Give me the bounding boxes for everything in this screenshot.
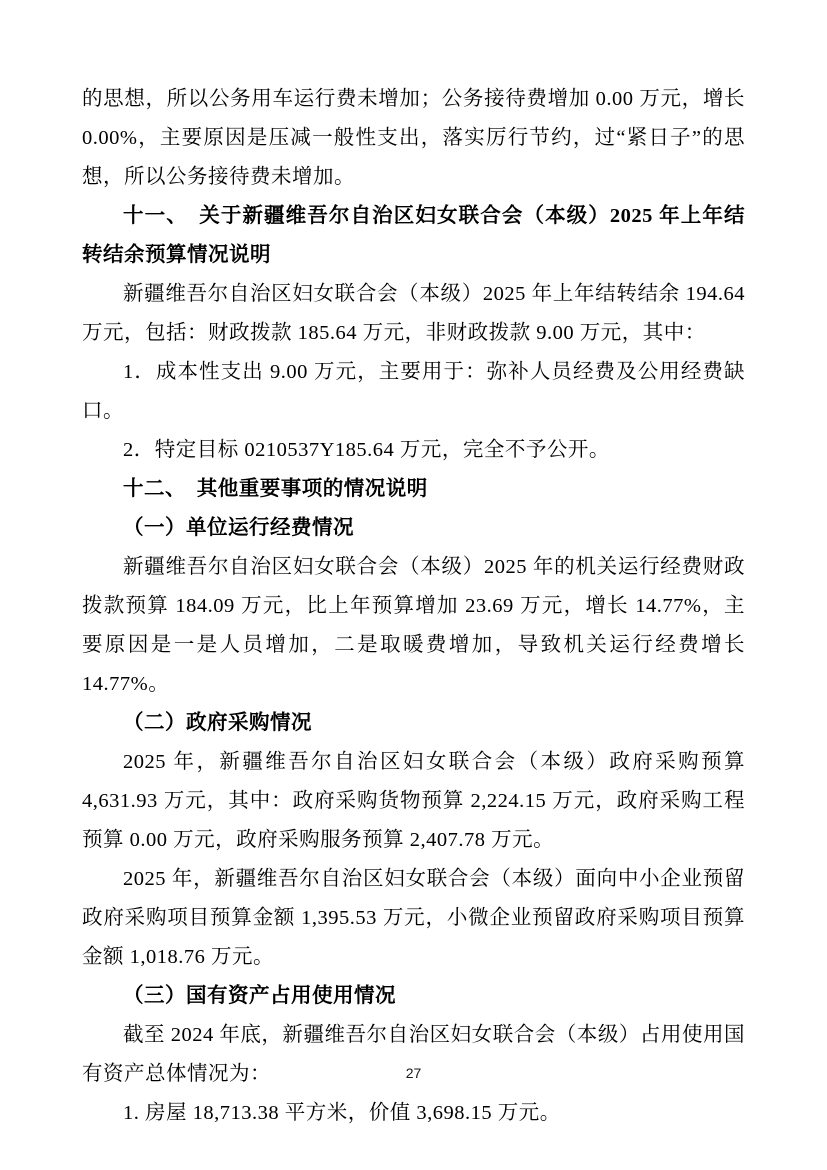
paragraph-carryover-summary: 新疆维吾尔自治区妇女联合会（本级）2025 年上年结转结余 194.64 万元，包括：财政拨款 185.64 万元，非财政拨款 9.00 万元，其中： <box>82 283 745 344</box>
paragraph-continuation: 的思想，所以公务用车运行费未增加；公务接待费增加 0.00 万元，增长 0.00%，主要原因是压减一般性支出，落实厉行节约，过“紧日子”的思想，所以公务接待费未增加。 <box>82 88 745 188</box>
paragraph-housing-asset: 1. 房屋 18,713.38 平方米，价值 3,698.15 万元。 <box>123 1102 561 1124</box>
subsection-heading-1: （一）单位运行经费情况 <box>123 517 354 539</box>
subsection-heading-2: （二）政府采购情况 <box>123 712 312 734</box>
section-heading-11: 十一、 关于新疆维吾尔自治区妇女联合会（本级）2025 年上年结转结余预算情况说明 <box>82 205 745 266</box>
paragraph-state-assets: 截至 2024 年底，新疆维吾尔自治区妇女联合会（本级）占用使用国有资产总体情况为： <box>82 1024 745 1085</box>
document-body <box>82 80 745 1133</box>
section-heading-12: 十二、 其他重要事项的情况说明 <box>123 478 428 500</box>
paragraph-procurement-budget: 2025 年，新疆维吾尔自治区妇女联合会（本级）政府采购预算 4,631.93 万元，其中：政府采购货物预算 2,224.15 万元，政府采购工程预算 0.00 万元，政府采购服务预算 2,407.78 万元。 <box>82 751 745 851</box>
subsection-heading-3: （三）国有资产占用使用情况 <box>123 985 396 1007</box>
page-number: 27 <box>405 1065 422 1081</box>
paragraph-operating-expenses: 新疆维吾尔自治区妇女联合会（本级）2025 年的机关运行经费财政拨款预算 184.09 万元，比上年预算增加 23.69 万元，增长 14.77%，主要原因是一是人员增加，二是取暖费增加，导致机关运行经费增长 14.77%。 <box>82 556 745 695</box>
paragraph-sme-reserved: 2025 年，新疆维吾尔自治区妇女联合会（本级）面向中小企业预留政府采购项目预算金额 1,395.53 万元，小微企业预留政府采购项目预算金额 1,018.76 万元。 <box>82 868 745 968</box>
paragraph-item-2: 2．特定目标 0210537Y185.64 万元，完全不予公开。 <box>123 439 610 461</box>
paragraph-item-1: 1．成本性支出 9.00 万元，主要用于：弥补人员经费及公用经费缺口。 <box>82 361 745 422</box>
